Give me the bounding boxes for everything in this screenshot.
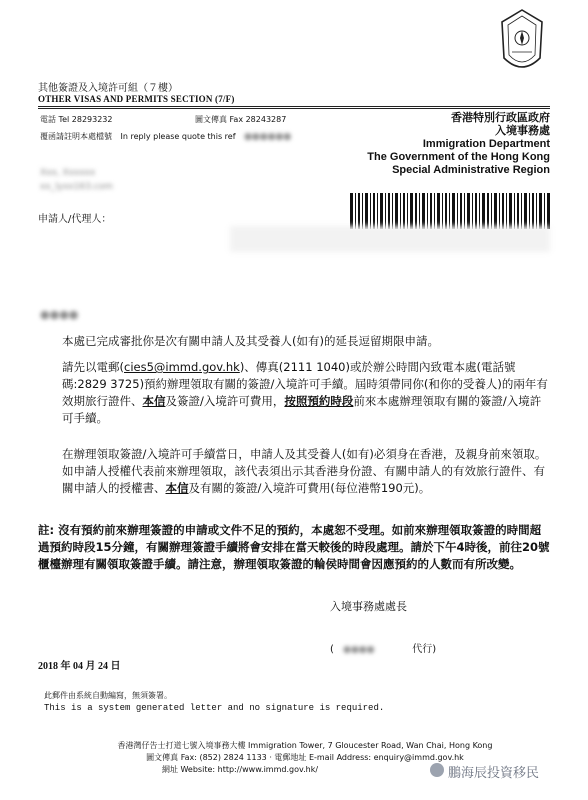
department-name-zh: 入境事務處 — [495, 125, 550, 137]
system-note-zh: 此郵件由系統自動編寫，無須簽署。 — [44, 691, 172, 700]
reference-redacted: ●●●●●● — [244, 132, 292, 142]
p2-appointment-slot: 按照預約時段 — [284, 394, 354, 408]
wechat-icon — [430, 763, 444, 777]
government-block — [367, 112, 550, 177]
signature-bracket: ( — [330, 644, 334, 655]
system-note-en: This is a system generated letter and no signature is required. — [44, 703, 385, 713]
signature-line — [330, 640, 436, 655]
barcode — [350, 193, 550, 229]
fax-line — [195, 114, 286, 125]
signatory-redacted: ●●●● — [343, 645, 375, 655]
paragraph-collection — [38, 446, 550, 497]
watermark-text: 鵬海辰投資移民 — [448, 766, 540, 781]
fax-label: 圖文傳真 — [195, 115, 227, 124]
header-divider — [38, 106, 550, 107]
department-name-en: Immigration Department — [422, 138, 550, 150]
header-divider-secondary — [38, 108, 550, 109]
paragraph-appointment — [38, 359, 550, 427]
section-name-zh: 其他簽證及入境許可組（７樓） — [38, 83, 178, 94]
p2-text-a: 請先以電郵( — [62, 360, 124, 374]
p2-text-d: 及簽證/入境許可費用， — [165, 394, 285, 408]
government-name-zh: 香港特別行政區政府 — [451, 112, 550, 124]
section-name-en: OTHER VISAS AND PERMITS SECTION (7/F) — [38, 94, 235, 104]
footer-contact: 圖文傳真 Fax: (852) 2824 1133 · 電郵地址 E-mail Address: enquiry@immd.gov.hk — [146, 753, 464, 762]
p2-this-letter: 本信 — [142, 394, 166, 408]
government-name-en-1: The Government of the Hong Kong — [367, 151, 550, 163]
government-name-en-2: Special Administrative Region — [392, 164, 550, 176]
applicant-label: 申請人/代理人： — [38, 214, 112, 225]
p3-this-letter: 本信 — [165, 481, 189, 495]
p3-text-a: 在辦理領取簽證/入境許可手續當日，申請人及其受養人(如有)必須身在香港，及親身前來領取。如申請人授權代表前來辦理領取，該代表須出示其香港身份證、有關申請人的有效旅行證件、有關申請人的授權書、 — [62, 447, 547, 495]
p3-text-c: 及有關的簽證/入境許可費用(每位港幣190元)。 — [188, 481, 431, 495]
footer-address: 香港灣仔告士打道七號入境事務大樓 Immigration Tower, 7 Gloucester Road, Wan Chai, Hong Kong — [117, 741, 493, 750]
hksar-crest-icon — [498, 8, 546, 78]
p2-text-f: 前來本處辦理領取有關的簽證/入境許可手續。 — [62, 394, 542, 425]
fax-number: Fax 28243287 — [229, 115, 287, 124]
paragraph-approval-text: 本處已完成審批你是次有關申請人及其受養人(如有)的延長逗留期限申請。 — [62, 334, 439, 348]
reference-label-en: In reply please quote this ref — [120, 132, 236, 141]
signature-deputy: 代行) — [412, 644, 437, 655]
signature-title: 入境事務處處長 — [330, 600, 407, 613]
recipient-address-line-2: xx_lyxx163.com — [40, 182, 113, 192]
note-paragraph: 註: 沒有預約前來辦理簽證的申請或文件不足的預約，本處恕不受理。如前來辦理領取簽證的時間超過預約時段15分鐘，有關辦理簽證手續將會安排在當天較後的時段處理。請於下午4時後，前往20號櫃檯辦理有關領取簽證手續。請注意，辦理領取簽證的輪侯時間會因應預約的人數而有所改變。 — [38, 523, 550, 571]
paragraph-approval — [38, 333, 550, 350]
salutation-redacted: ●●●● — [40, 308, 79, 321]
reference-label-zh: 覆函請註明本處檔號 — [40, 132, 112, 141]
redacted-area — [230, 226, 550, 252]
tel-line — [40, 114, 112, 125]
p2-text-b: )、傳真(2111 1040)或於辦公時間內致電本處(電話號碼:2829 3725)預約辦理領取有關的簽證/入境許可手續。屆時須帶同你(和你的受養人)的兩年有效期旅行證件、 — [62, 360, 548, 408]
tel-label: 電話 — [40, 115, 56, 124]
tel-number: Tel 28293232 — [58, 115, 113, 124]
footer-website[interactable]: 網址 Website: http://www.immd.gov.hk/ — [161, 765, 319, 774]
letter-date: 2018 年 04 月 24 日 — [38, 661, 121, 672]
reference-line — [40, 131, 291, 142]
contact-email-link[interactable]: cies5@immd.gov.hk — [124, 360, 240, 374]
recipient-address-line-1: Xxx, Xxxxxx — [40, 168, 96, 178]
